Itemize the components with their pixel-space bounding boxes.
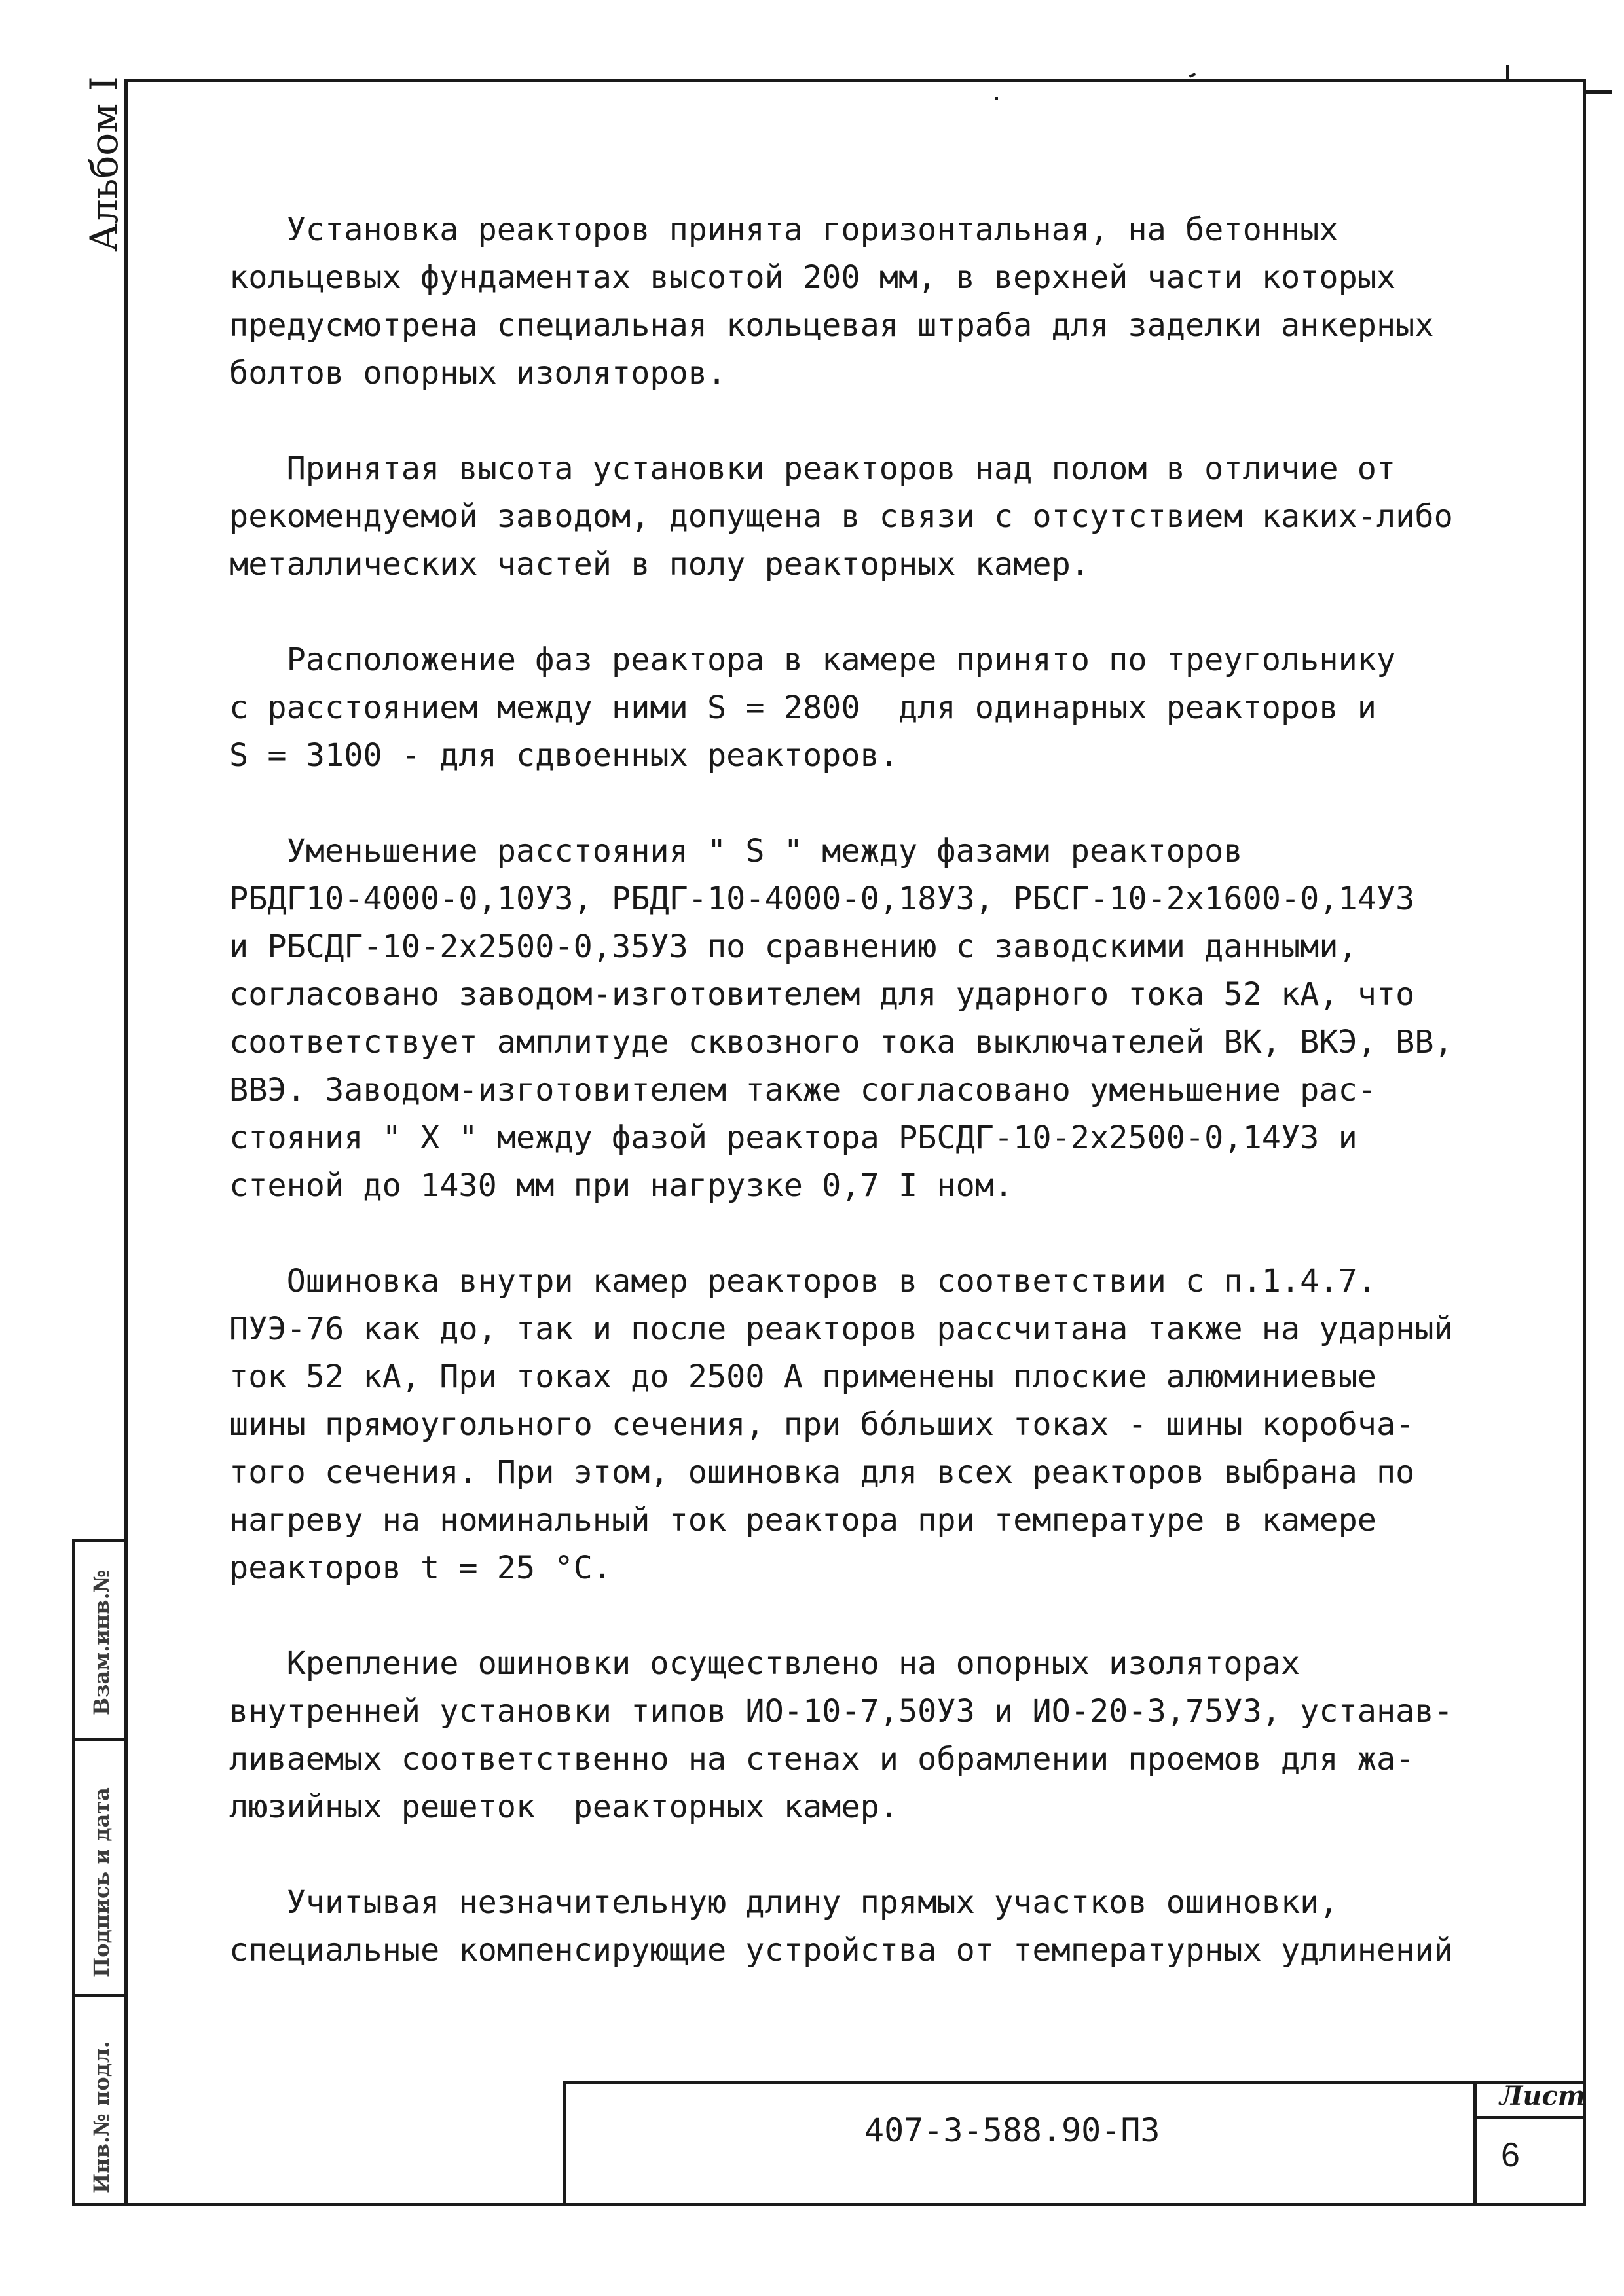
text-line: рекомендуемой заводом, допущена в связи с отсутствием каких-либо <box>229 498 1453 535</box>
text-line: шины прямоугольного сечения, при бо́льших токах - шины коробча- <box>229 1406 1415 1443</box>
document-code: 407-3-588.90-ПЗ <box>864 2111 1160 2149</box>
text-line: стояния " Х " между фазой реактора РБСДГ-10-2х2500-0,14УЗ и <box>229 1120 1357 1156</box>
text-line: Ошиновка внутри камер реакторов в соответствии с п.1.4.7. <box>229 1263 1376 1300</box>
text-line: Принятая высота установки реакторов над полом в отличие от <box>229 450 1396 487</box>
text-line: Учитывая незначительную длину прямых участков ошиновки, <box>229 1884 1338 1921</box>
text-line: ток 52 кА, При токах до 2500 А применены плоские алюминиевые <box>229 1358 1376 1395</box>
stamp-cell-replacement: Взам.инв.№ <box>89 1569 114 1715</box>
text-line: согласовано заводом-изготовителем для ударного тока 52 кА, что <box>229 976 1415 1013</box>
text-line: люзийных решеток реакторных камер. <box>229 1789 898 1825</box>
paragraph <box>229 445 1565 589</box>
frame-top-extension <box>1586 90 1612 94</box>
text-line: и РБСДГ-10-2х2500-0,35УЗ по сравнению с заводскими данными, <box>229 928 1357 965</box>
text-line: с расстоянием между ними S = 2800 для одинарных реакторов и <box>229 689 1376 726</box>
text-line: специальные компенсирующие устройства от температурных удлинений <box>229 1932 1453 1969</box>
text-line: ПУЭ-76 как до, так и после реакторов рассчитана также на ударный <box>229 1311 1453 1347</box>
text-line: Установка реакторов принята горизонтальная, на бетонных <box>229 211 1338 248</box>
text-line: стеной до 1430 мм при нагрузке 0,7 I ном. <box>229 1167 1014 1204</box>
paragraph <box>229 206 1565 397</box>
text-line: того сечения. При этом, ошиновка для всех реакторов выбрана по <box>229 1454 1415 1491</box>
text-line: предусмотрена специальная кольцевая штраба для заделки анкерных <box>229 307 1434 344</box>
album-label: Альбом I <box>82 76 126 252</box>
text-line: внутренней установки типов ИО-10-7,50УЗ и ИО-20-3,75УЗ, устанав- <box>229 1693 1453 1730</box>
text-line: ВВЭ. Заводом-изготовителем также согласовано уменьшение рас- <box>229 1072 1376 1108</box>
text-line: реакторов t = 25 °C. <box>229 1550 612 1586</box>
text-line: болтов опорных изоляторов. <box>229 355 727 392</box>
text-line: кольцевых фундаментах высотой 200 мм, в верхней части которых <box>229 259 1396 296</box>
paragraph <box>229 1879 1565 1975</box>
scan-mark <box>1189 73 1196 78</box>
text-line: Расположение фаз реактора в камере принято по треугольнику <box>229 642 1396 678</box>
text-line: ливаемых соответственно на стенах и обрамлении проемов для жа- <box>229 1741 1415 1777</box>
paragraph <box>229 1258 1565 1592</box>
paragraph <box>229 828 1565 1210</box>
text-line: Крепление ошиновки осуществлено на опорных изоляторах <box>229 1645 1301 1682</box>
frame-tick-mark <box>1506 65 1509 80</box>
text-line: металлических частей в полу реакторных камер. <box>229 546 1090 583</box>
sheet-label: Лист <box>1500 2081 1586 2111</box>
stamp-cell-inventory: Инв.№ подл. <box>89 2041 114 2193</box>
stamp-divider <box>72 1994 124 1997</box>
text-line: S = 3100 - для сдвоенных реакторов. <box>229 737 898 774</box>
text-line: РБДГ10-4000-0,10УЗ, РБДГ-10-4000-0,18УЗ, РБСГ-10-2х1600-0,14УЗ <box>229 881 1415 917</box>
sheet-number: 6 <box>1501 2136 1520 2174</box>
paragraph <box>229 1640 1565 1831</box>
text-line: Уменьшение расстояния " S " между фазами реакторов <box>229 833 1243 869</box>
scan-dot <box>995 97 998 100</box>
text-line: нагреву на номинальный ток реактора при температуре в камере <box>229 1502 1376 1539</box>
stamp-divider <box>72 1738 124 1741</box>
paragraph <box>229 636 1565 780</box>
stamp-cell-signature: Подпись и дата <box>89 1787 114 1977</box>
document-body <box>229 206 1565 2022</box>
text-line: соответствует амплитуде сквозного тока выключателей ВК, ВКЭ, ВВ, <box>229 1024 1453 1061</box>
sheet-divider <box>1473 2116 1586 2119</box>
